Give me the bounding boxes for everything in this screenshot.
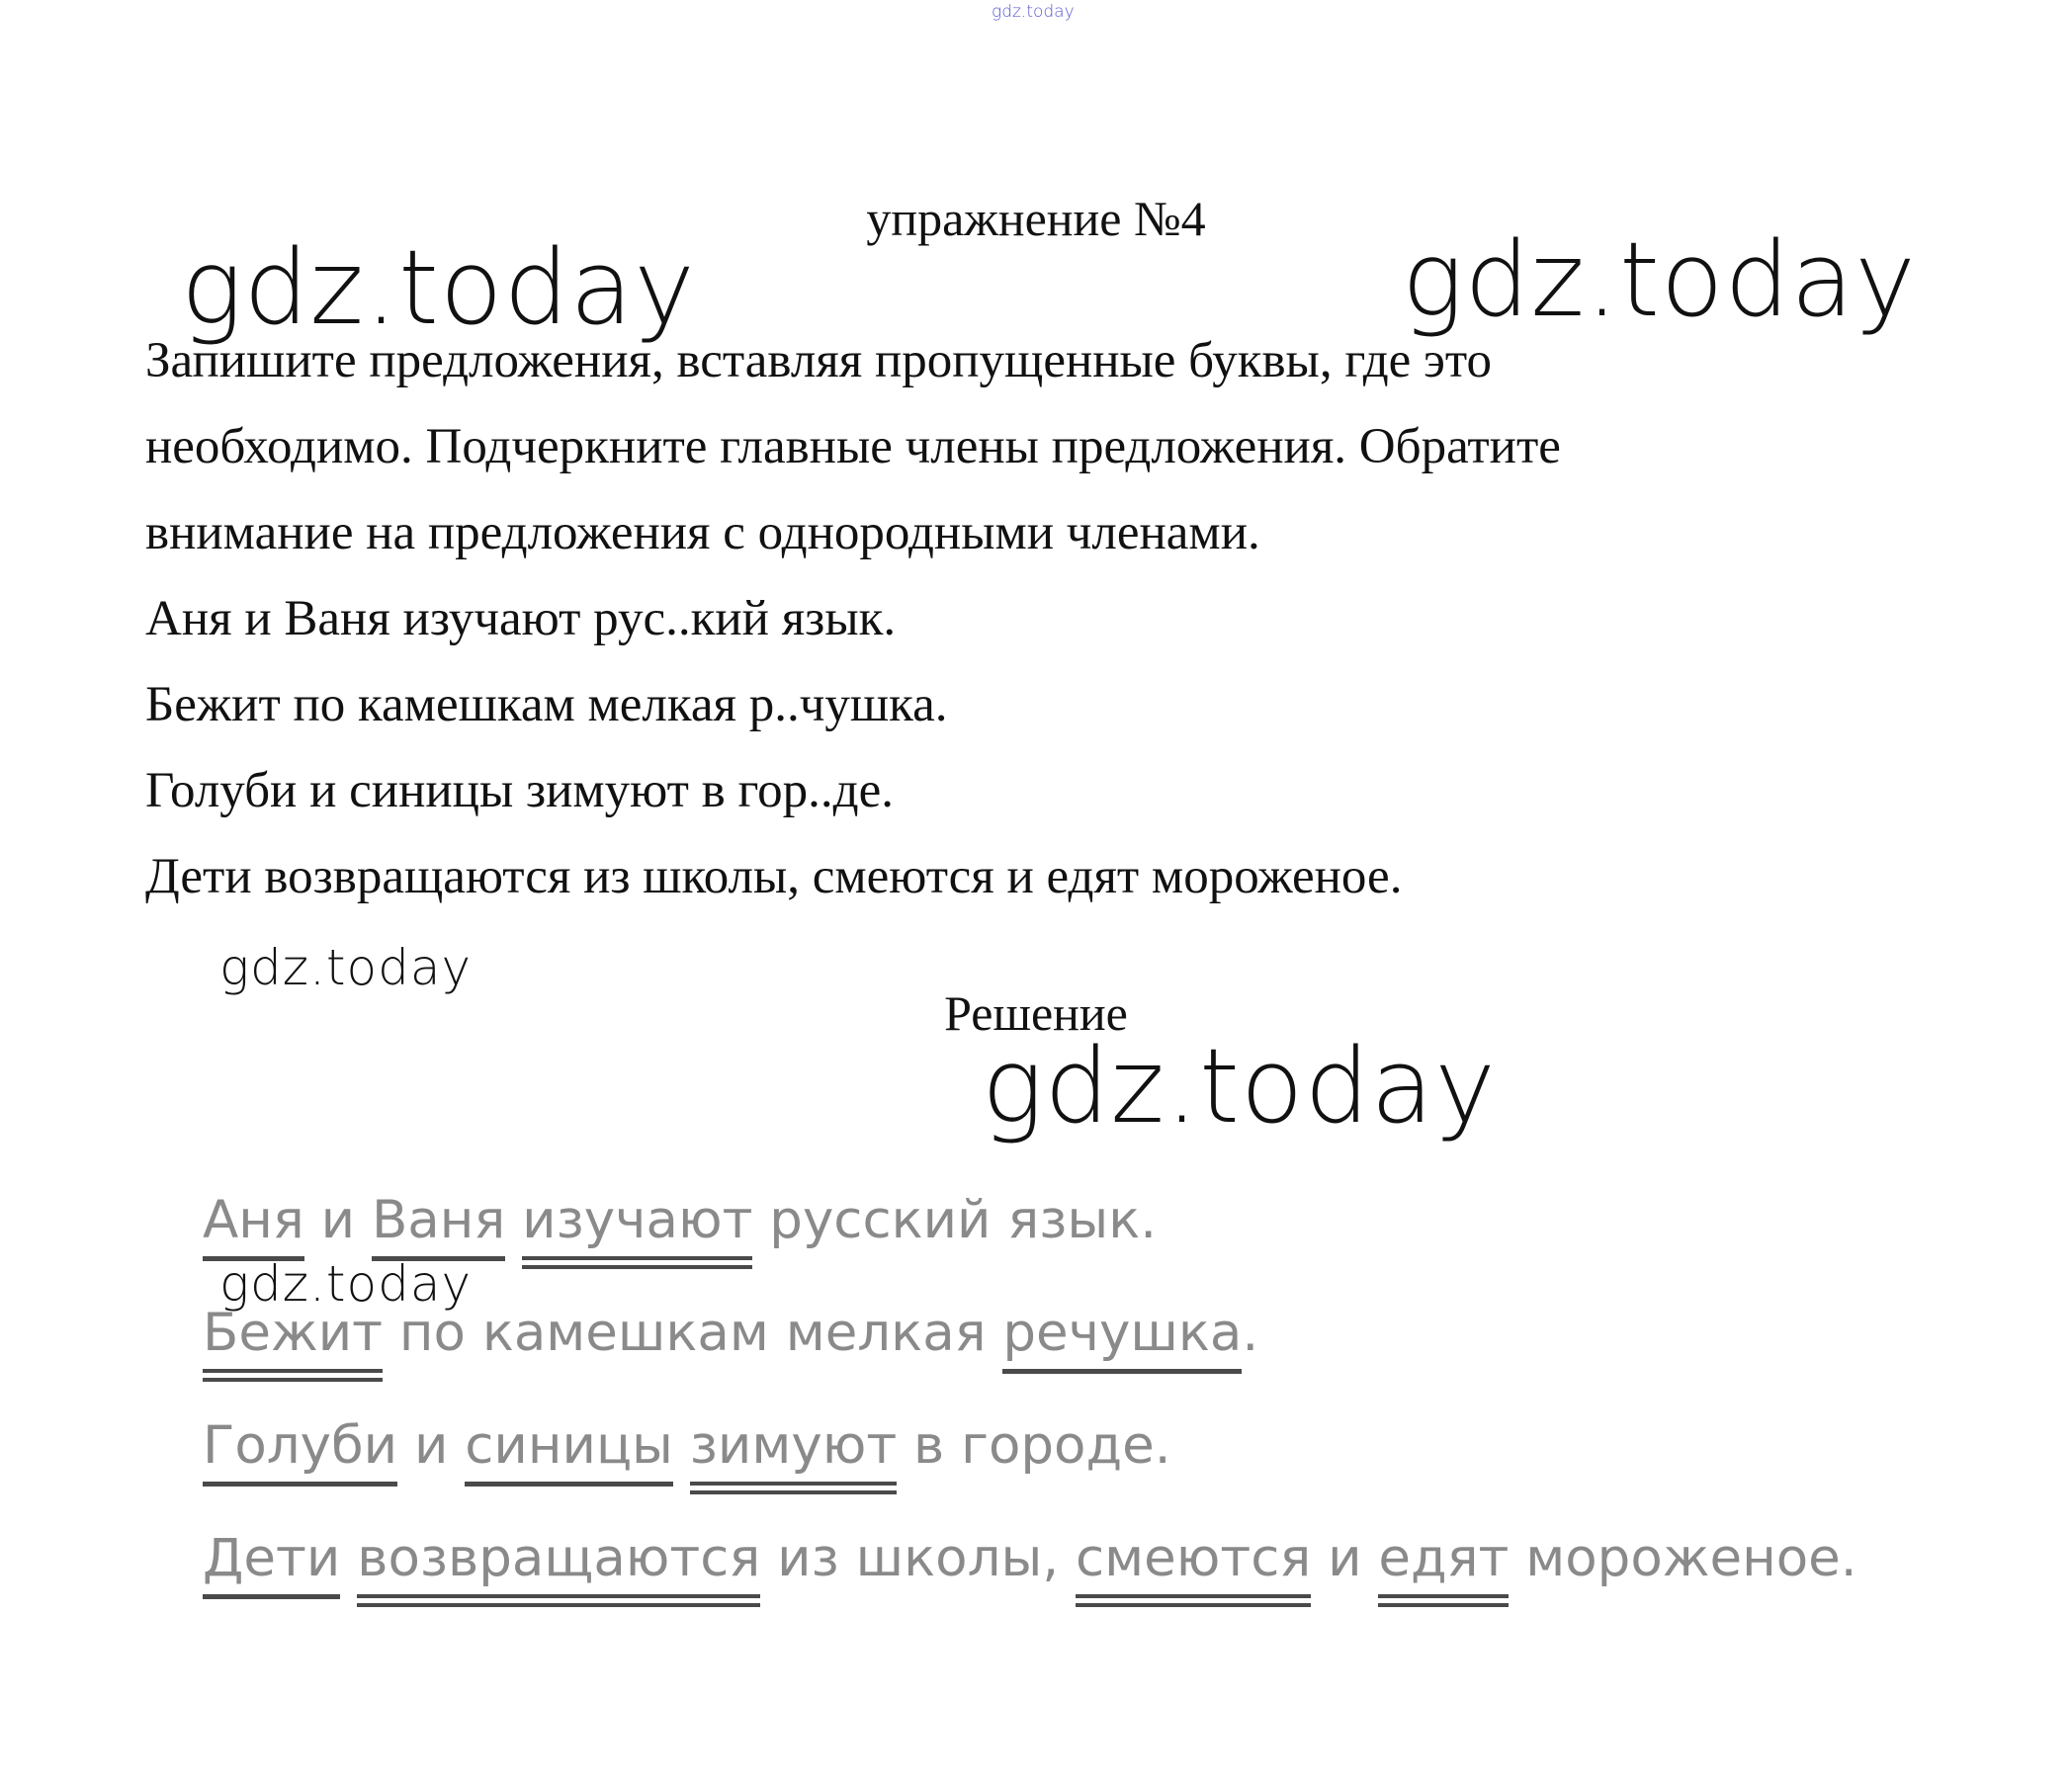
sentence: Голуби и синицы зимуют в гор..де. (145, 763, 894, 818)
plain-text: из школы, (760, 1528, 1077, 1588)
solution-title: Решение (944, 985, 1128, 1041)
sentence: Аня и Ваня изучают рус..кий язык. (145, 591, 897, 646)
predicate-word: возвращаются (357, 1529, 760, 1607)
plain-text: русский язык. (752, 1190, 1158, 1250)
task-line: Запишите предложения, вставляя пропущенные буквы, где это (145, 333, 1493, 388)
watermark-large-left: gdz.today (181, 227, 696, 348)
plain-text (505, 1191, 522, 1256)
watermark-large-right: gdz.today (1402, 219, 1917, 340)
exercise-sentences (145, 576, 1402, 920)
plain-text: и (1311, 1528, 1379, 1588)
watermark-large-center: gdz.today (982, 1026, 1497, 1147)
predicate-word: изучают (522, 1191, 752, 1269)
subject-word: Ваня (372, 1191, 505, 1261)
predicate-word: смеются (1076, 1529, 1311, 1607)
watermark-small-mid: gdz.today (219, 939, 473, 996)
task-line: внимание на предложения с однородными членами. (145, 505, 1260, 560)
watermark-small-answers: gdz.today (219, 1255, 473, 1313)
subject-word: Голуби (203, 1416, 397, 1487)
plain-text: по камешкам мелкая (383, 1303, 1003, 1363)
answer-sentence (203, 1390, 1857, 1502)
sentence: Дети возвращаются из школы, смеются и едят мороженое. (145, 849, 1403, 904)
watermark-top: gdz.today (992, 2, 1075, 22)
plain-text: . (1242, 1303, 1259, 1363)
answer-sentence (203, 1502, 1857, 1615)
subject-word: речушка (1002, 1304, 1242, 1374)
plain-text: в городе. (897, 1415, 1171, 1476)
task-text (145, 318, 1984, 576)
subject-word: Аня (203, 1191, 304, 1261)
plain-text (673, 1416, 690, 1482)
plain-text: и (303, 1190, 372, 1250)
sentence: Бежит по камешкам мелкая р..чушка. (145, 677, 948, 732)
plain-text: мороженое. (1509, 1528, 1857, 1588)
plain-text (340, 1529, 357, 1594)
exercise-title: упражнение №4 (866, 191, 1206, 246)
task-line: необходимо. Подчеркните главные члены предложения. Обратите (145, 419, 1561, 474)
subject-word: Дети (203, 1529, 340, 1599)
plain-text: и (397, 1415, 466, 1476)
predicate-word: Бежит (203, 1304, 383, 1382)
predicate-word: зимуют (690, 1416, 897, 1494)
subject-word: синицы (465, 1416, 673, 1487)
solution-answers (203, 1164, 1857, 1615)
predicate-word: едят (1378, 1529, 1509, 1607)
